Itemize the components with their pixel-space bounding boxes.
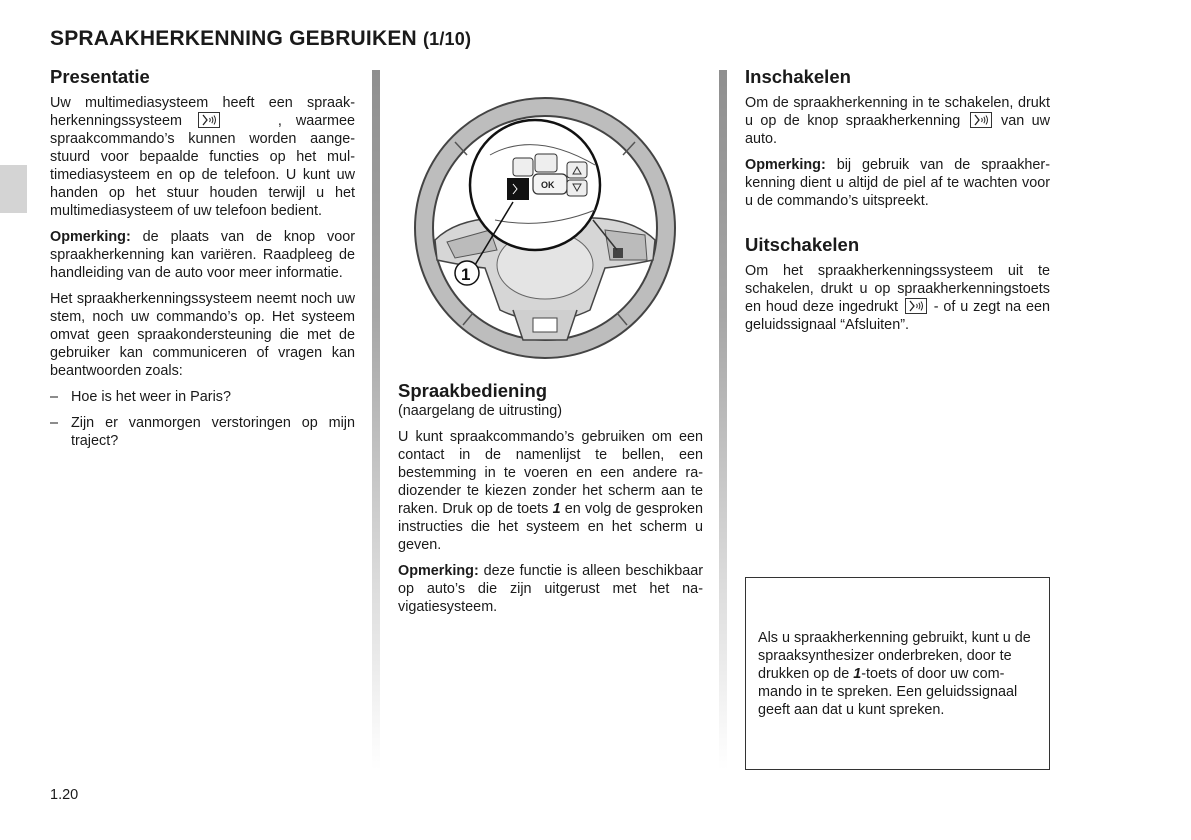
equipment-note: (naargelang de uitrusting) (398, 403, 562, 419)
list-dash: – (50, 389, 59, 405)
section-spraakbediening (398, 380, 703, 624)
voice-recognition-icon (970, 112, 992, 128)
paragraph-text: van uw auto. (745, 113, 1050, 147)
paragraph-text: Om het spraakherkenningssysteem uit te schakelen, drukt u op spraakherkenningstoets en houd deze ingedrukt (745, 263, 1050, 315)
note-label: Opmerking: (745, 157, 826, 173)
heading-uitschakelen: Uitschakelen (745, 234, 860, 255)
column-divider-right (719, 70, 727, 770)
presentatie-intro-text-1: Uw multimediasysteem heeft een spraakherkenningssysteem (50, 95, 355, 129)
note-text: deze functie is alleen beschikbaar op auto’s die zijn uitgerust met het navigatiesysteem. (398, 563, 703, 615)
paragraph-text: U kunt spraakcommando’s gebruiken om een contact in de namenlijst te bellen, een bestemming in te voeren en een andere radiozender te kiezen zonder het scherm aan te raken. Druk op de toets (398, 429, 703, 517)
spraakbediening-note (398, 562, 703, 616)
callout-1: 1 (461, 265, 471, 284)
voice-recognition-icon (198, 112, 220, 128)
section-presentatie (50, 66, 355, 458)
chapter-tab (0, 165, 27, 213)
inschakelen-paragraph (745, 94, 1050, 148)
key-reference: 1 (552, 501, 561, 517)
heading-spraakbediening: Spraakbediening (398, 380, 548, 401)
list-item-text: Hoe is het weer in Paris? (71, 389, 231, 405)
paragraph-text: - of u zegt na een geluidssignaal “Afsluiten”. (745, 299, 1051, 333)
info-text: Als u spraakherkenning gebruikt, kunt u de spraaksynthesizer onderbreken, door te drukken op de (758, 629, 1031, 682)
steering-wheel-icon (395, 70, 710, 370)
presentatie-paragraph-3: Het spraakherkenningssysteem neemt noch uw stem, noch uw commando’s op. Het systeem omvat geen spraakondersteuning die met de gebruiker kan communiceren of vragen kan beantwoorden zoals: (50, 291, 355, 379)
paragraph-text: en volg de gesproken instructies die het systeem en het scherm u geven. (398, 501, 703, 553)
heading-presentatie: Presentatie (50, 66, 150, 87)
spraakbediening-paragraph (398, 428, 703, 554)
page-title-indicator: (1/10) (422, 29, 472, 49)
voice-recognition-icon (905, 298, 927, 314)
presentatie-intro (50, 94, 355, 220)
page-title-text: SPRAAKHERKENNING GEBRUIKEN (50, 27, 417, 50)
info-box (745, 577, 1050, 770)
example-question-list (50, 388, 355, 450)
presentatie-note (50, 228, 355, 282)
list-item (50, 388, 355, 406)
key-reference: 1 (853, 665, 862, 682)
page-number: 1.20 (50, 787, 79, 803)
page-title (50, 27, 471, 51)
list-dash: – (50, 415, 59, 431)
info-box-text (758, 629, 1037, 719)
info-text: -toets of door uw commando in te spreken. Een geluidssignaal geeft aan dat u kunt spreken. (758, 665, 1018, 718)
svg-text:OK: OK (541, 180, 555, 190)
steering-wheel-illustration (395, 70, 710, 370)
section-inschakelen (745, 66, 1050, 342)
column-divider-left (372, 70, 380, 770)
uitschakelen-paragraph (745, 262, 1050, 334)
list-item-text: Zijn er vanmorgen verstoringen op mijn traject? (71, 415, 355, 449)
inschakelen-note (745, 156, 1050, 210)
note-text: bij gebruik van de spraakherkenning dient u altijd de piel af te wachten voor u de commando’s uitspreekt. (745, 157, 1050, 209)
note-text: de plaats van de knop voor spraakherkenning kan variëren. Raadpleeg de handleiding van de auto voor meer informatie. (50, 229, 355, 281)
list-item (50, 414, 355, 450)
heading-inschakelen: Inschakelen (745, 66, 851, 87)
presentatie-intro-text-2: , waarmee spraakcommando’s kunnen worden aangestuurd voor bepaalde functies op het multimediasysteem en op de telefoon. U kunt uw handen op het stuur houden terwijl u het multimediasysteem of uw telefoon bedient. (50, 113, 356, 219)
note-label: Opmerking: (50, 229, 131, 245)
note-label: Opmerking: (398, 563, 479, 579)
paragraph-text: Om de spraakherkenning in te schakelen, drukt u op de knop spraakherkenning (745, 95, 1050, 129)
